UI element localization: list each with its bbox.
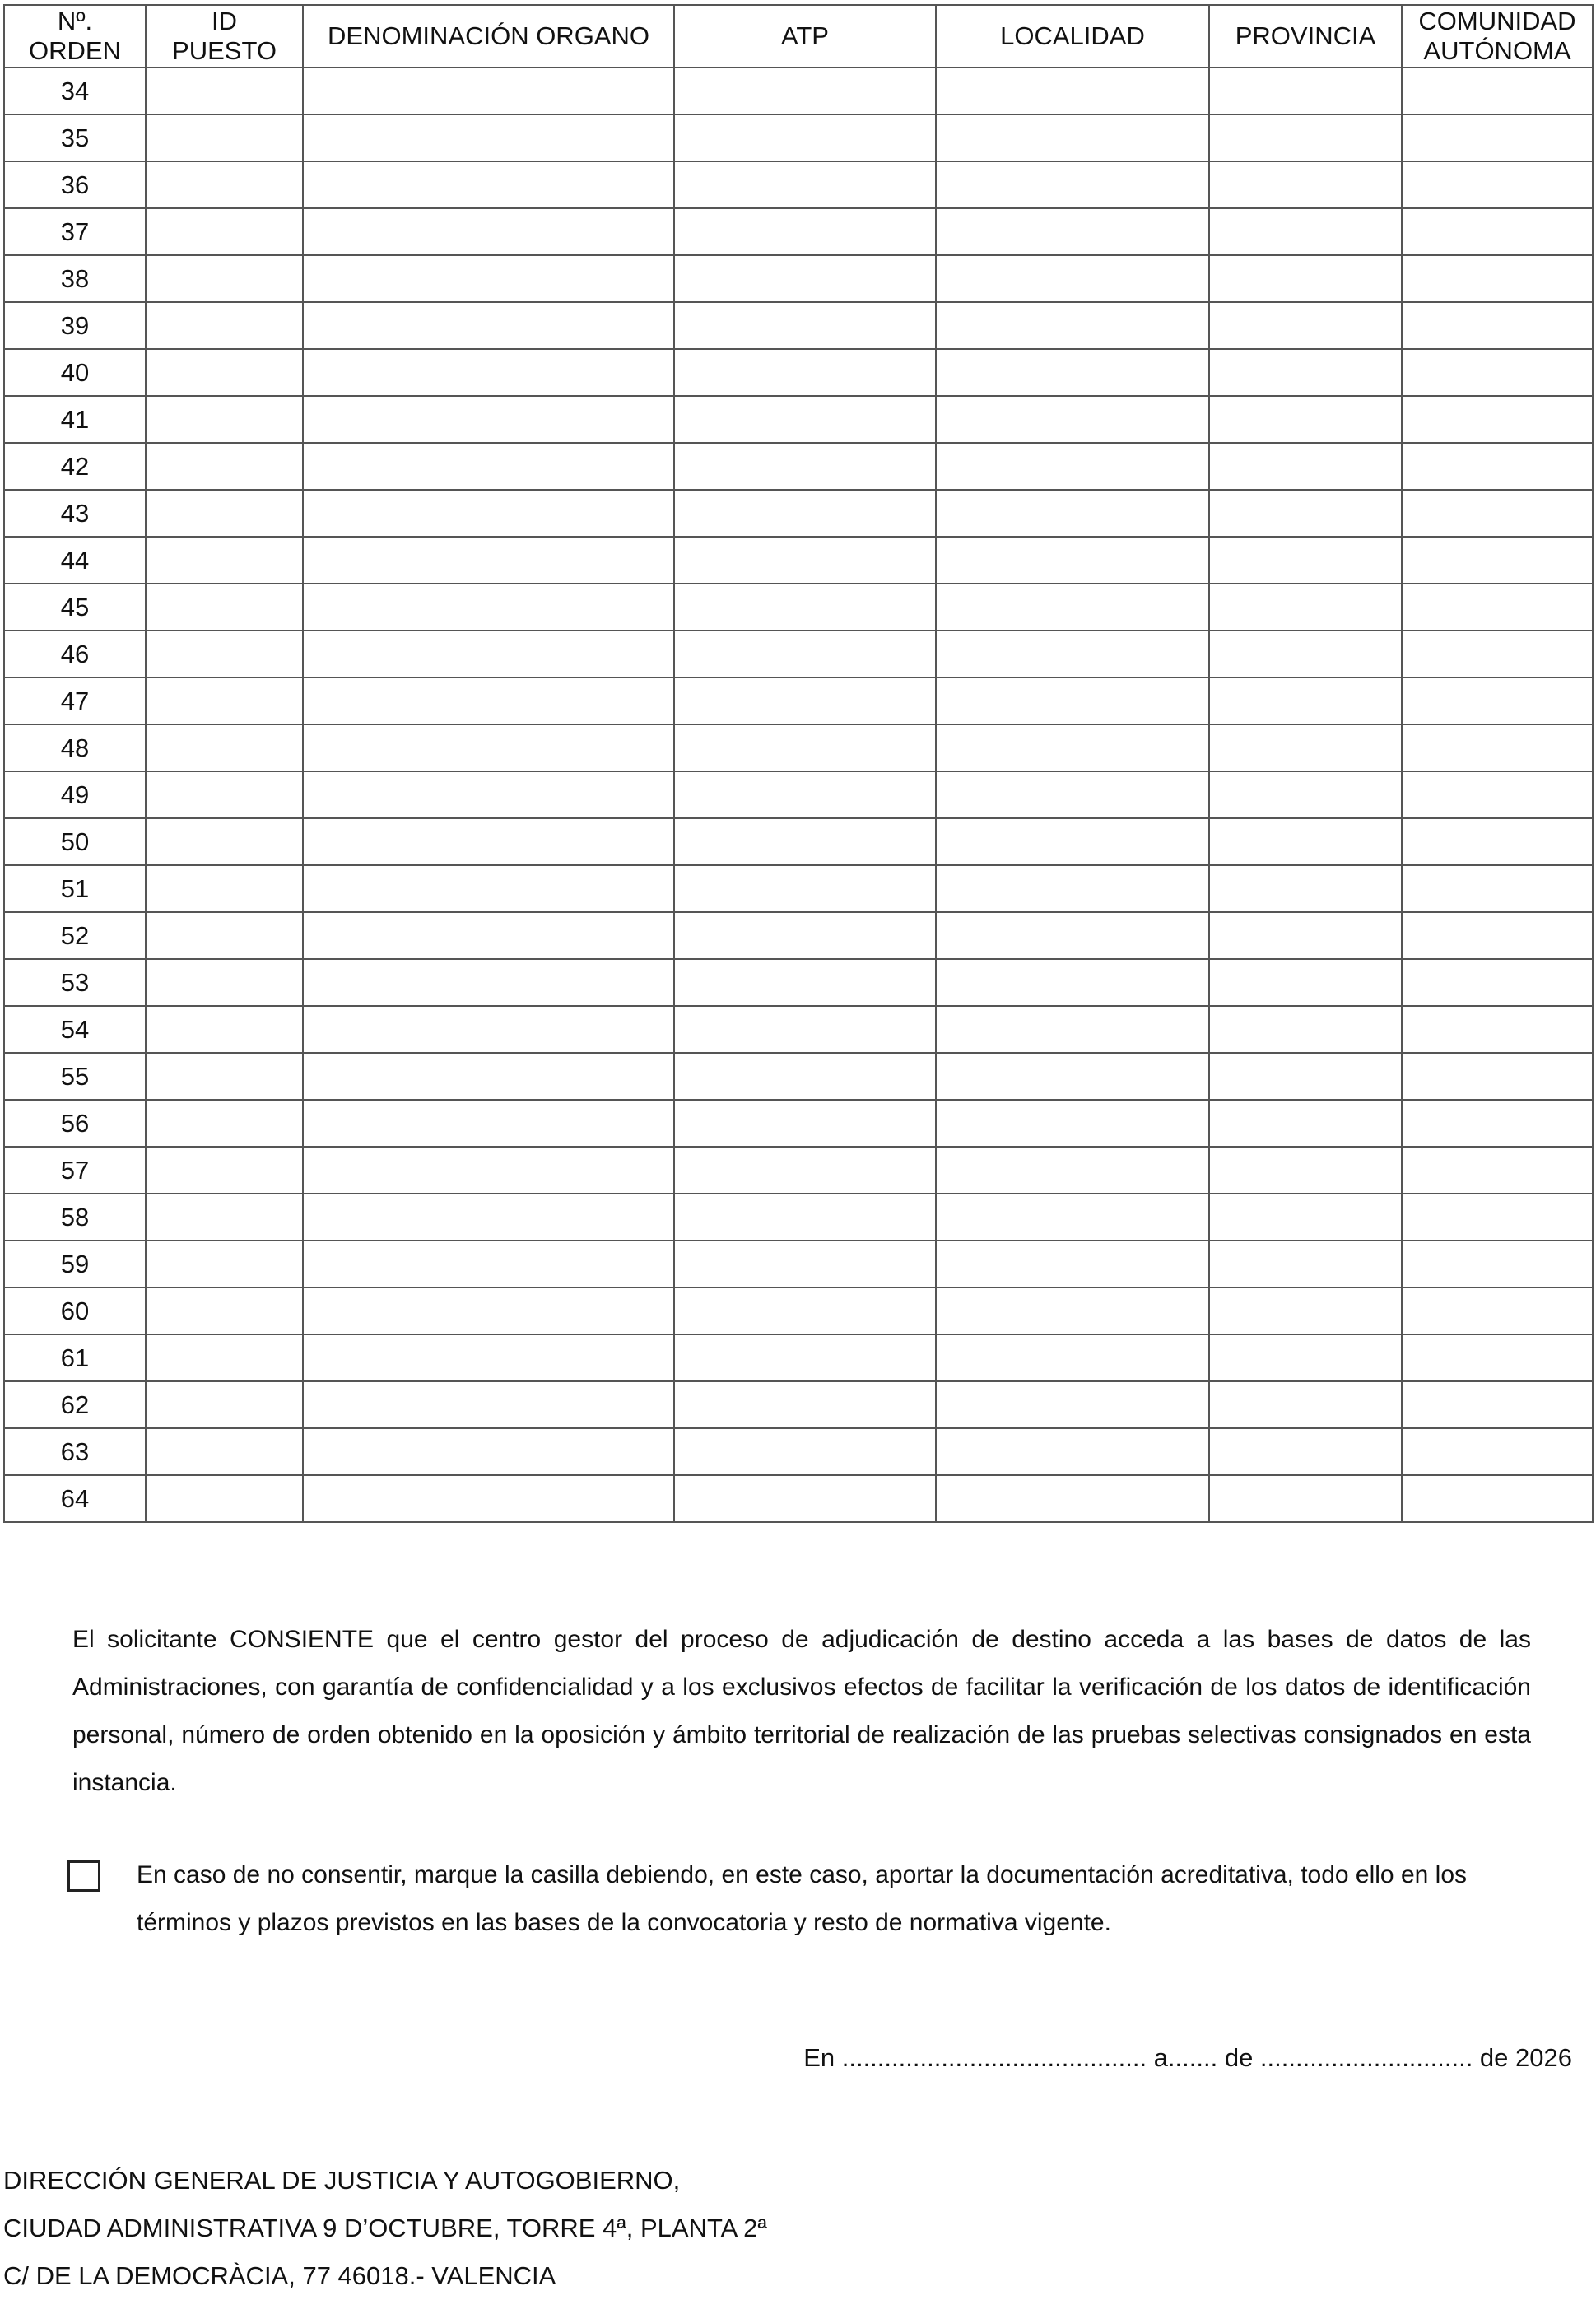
order-number-cell: 41 xyxy=(4,396,146,443)
post-id-cell[interactable] xyxy=(146,490,303,537)
atp-cell[interactable] xyxy=(674,114,936,161)
region-cell[interactable] xyxy=(1402,208,1593,255)
locality-cell[interactable] xyxy=(936,1194,1209,1241)
order-number-header xyxy=(4,5,146,68)
header-label-line: LOCALIDAD xyxy=(1000,21,1145,50)
region-cell[interactable] xyxy=(1402,1428,1593,1475)
table-row xyxy=(4,1381,1593,1428)
organ-name-cell[interactable] xyxy=(303,349,674,396)
organ-name-cell[interactable] xyxy=(303,677,674,724)
organ-name-cell[interactable] xyxy=(303,865,674,912)
region-cell[interactable] xyxy=(1402,1147,1593,1194)
province-cell[interactable] xyxy=(1209,68,1402,114)
order-number-cell: 58 xyxy=(4,1194,146,1241)
table-row xyxy=(4,349,1593,396)
province-cell[interactable] xyxy=(1209,1428,1402,1475)
order-number-cell: 57 xyxy=(4,1147,146,1194)
table-row xyxy=(4,114,1593,161)
region-cell[interactable] xyxy=(1402,161,1593,208)
header-label-line: Nº. xyxy=(57,7,93,35)
order-number-cell: 45 xyxy=(4,584,146,631)
organ-name-cell[interactable] xyxy=(303,1241,674,1287)
atp-cell[interactable] xyxy=(674,396,936,443)
post-id-cell[interactable] xyxy=(146,1147,303,1194)
locality-cell[interactable] xyxy=(936,865,1209,912)
order-number-cell: 52 xyxy=(4,912,146,959)
atp-cell[interactable] xyxy=(674,1147,936,1194)
region-cell[interactable] xyxy=(1402,302,1593,349)
address-line-1: DIRECCIÓN GENERAL DE JUSTICIA Y AUTOGOBIERNO, xyxy=(3,2166,681,2195)
order-number-cell: 63 xyxy=(4,1428,146,1475)
atp-cell[interactable] xyxy=(674,302,936,349)
province-cell[interactable] xyxy=(1209,1053,1402,1100)
order-number-cell: 47 xyxy=(4,677,146,724)
post-id-cell[interactable] xyxy=(146,396,303,443)
atp-cell[interactable] xyxy=(674,443,936,490)
locality-cell[interactable] xyxy=(936,677,1209,724)
province-cell[interactable] xyxy=(1209,255,1402,302)
post-id-cell[interactable] xyxy=(146,537,303,584)
locality-cell[interactable] xyxy=(936,1428,1209,1475)
organ-name-cell[interactable] xyxy=(303,818,674,865)
atp-cell[interactable] xyxy=(674,1334,936,1381)
atp-cell[interactable] xyxy=(674,161,936,208)
header-label-line: DENOMINACIÓN ORGANO xyxy=(328,21,649,50)
organ-name-cell[interactable] xyxy=(303,302,674,349)
region-cell[interactable] xyxy=(1402,771,1593,818)
table-row xyxy=(4,161,1593,208)
locality-cell[interactable] xyxy=(936,631,1209,677)
organ-name-cell[interactable] xyxy=(303,490,674,537)
organ-name-cell[interactable] xyxy=(303,912,674,959)
table-row xyxy=(4,396,1593,443)
table-row xyxy=(4,1006,1593,1053)
order-number-cell: 40 xyxy=(4,349,146,396)
organ-name-cell[interactable] xyxy=(303,255,674,302)
region-cell[interactable] xyxy=(1402,443,1593,490)
locality-cell[interactable] xyxy=(936,1241,1209,1287)
order-number-cell: 44 xyxy=(4,537,146,584)
order-number-cell: 36 xyxy=(4,161,146,208)
organ-name-cell[interactable] xyxy=(303,1475,674,1522)
locality-cell[interactable] xyxy=(936,208,1209,255)
address-line-2: CIUDAD ADMINISTRATIVA 9 D’OCTUBRE, TORRE 4ª, PLANTA 2ª xyxy=(3,2214,767,2242)
locality-cell[interactable] xyxy=(936,349,1209,396)
province-cell[interactable] xyxy=(1209,1381,1402,1428)
region-cell[interactable] xyxy=(1402,1287,1593,1334)
atp-cell[interactable] xyxy=(674,68,936,114)
region-cell[interactable] xyxy=(1402,1006,1593,1053)
table-row xyxy=(4,1241,1593,1287)
post-id-cell[interactable] xyxy=(146,302,303,349)
organ-name-cell[interactable] xyxy=(303,1334,674,1381)
region-cell[interactable] xyxy=(1402,959,1593,1006)
region-cell[interactable] xyxy=(1402,490,1593,537)
post-id-cell[interactable] xyxy=(146,1100,303,1147)
atp-cell[interactable] xyxy=(674,912,936,959)
province-cell[interactable] xyxy=(1209,1287,1402,1334)
locality-cell[interactable] xyxy=(936,1287,1209,1334)
province-cell[interactable] xyxy=(1209,724,1402,771)
post-id-cell[interactable] xyxy=(146,959,303,1006)
table-row xyxy=(4,959,1593,1006)
table-row xyxy=(4,865,1593,912)
organ-name-cell[interactable] xyxy=(303,161,674,208)
locality-cell[interactable] xyxy=(936,537,1209,584)
order-number-cell: 53 xyxy=(4,959,146,1006)
organ-name-cell[interactable] xyxy=(303,1053,674,1100)
table-row xyxy=(4,490,1593,537)
table-row xyxy=(4,1053,1593,1100)
order-number-cell: 55 xyxy=(4,1053,146,1100)
atp-cell[interactable] xyxy=(674,677,936,724)
province-cell[interactable] xyxy=(1209,631,1402,677)
organ-name-cell[interactable] xyxy=(303,1100,674,1147)
header-label-line: ID xyxy=(212,7,237,35)
region-cell[interactable] xyxy=(1402,1241,1593,1287)
atp-cell[interactable] xyxy=(674,255,936,302)
province-cell[interactable] xyxy=(1209,208,1402,255)
address-block xyxy=(3,2157,767,2300)
organ-name-cell[interactable] xyxy=(303,68,674,114)
header-label-line: PROVINCIA xyxy=(1235,21,1376,50)
province-cell[interactable] xyxy=(1209,490,1402,537)
post-id-cell[interactable] xyxy=(146,255,303,302)
region-cell[interactable] xyxy=(1402,68,1593,114)
table-row xyxy=(4,443,1593,490)
post-id-cell[interactable] xyxy=(146,349,303,396)
region-cell[interactable] xyxy=(1402,584,1593,631)
organ-name-cell[interactable] xyxy=(303,114,674,161)
region-cell[interactable] xyxy=(1402,724,1593,771)
organ-name-cell[interactable] xyxy=(303,1147,674,1194)
region-cell[interactable] xyxy=(1402,1475,1593,1522)
locality-cell[interactable] xyxy=(936,1100,1209,1147)
locality-cell[interactable] xyxy=(936,114,1209,161)
order-number-cell: 42 xyxy=(4,443,146,490)
province-cell[interactable] xyxy=(1209,1475,1402,1522)
atp-cell[interactable] xyxy=(674,724,936,771)
organ-name-cell[interactable] xyxy=(303,584,674,631)
province-cell[interactable] xyxy=(1209,1147,1402,1194)
post-id-header xyxy=(146,5,303,68)
locality-cell[interactable] xyxy=(936,724,1209,771)
atp-cell[interactable] xyxy=(674,1475,936,1522)
locality-cell[interactable] xyxy=(936,255,1209,302)
order-number-cell: 64 xyxy=(4,1475,146,1522)
post-id-cell[interactable] xyxy=(146,1334,303,1381)
province-cell[interactable] xyxy=(1209,912,1402,959)
atp-cell[interactable] xyxy=(674,584,936,631)
locality-header xyxy=(936,5,1209,68)
province-cell[interactable] xyxy=(1209,1006,1402,1053)
post-id-cell[interactable] xyxy=(146,1381,303,1428)
atp-cell[interactable] xyxy=(674,1428,936,1475)
locality-cell[interactable] xyxy=(936,1475,1209,1522)
order-number-cell: 46 xyxy=(4,631,146,677)
locality-cell[interactable] xyxy=(936,396,1209,443)
organ-name-cell[interactable] xyxy=(303,537,674,584)
order-number-cell: 59 xyxy=(4,1241,146,1287)
organ-name-cell[interactable] xyxy=(303,771,674,818)
region-cell[interactable] xyxy=(1402,537,1593,584)
order-number-cell: 39 xyxy=(4,302,146,349)
organ-name-cell[interactable] xyxy=(303,724,674,771)
province-cell[interactable] xyxy=(1209,584,1402,631)
table-row xyxy=(4,68,1593,114)
atp-cell[interactable] xyxy=(674,1381,936,1428)
province-cell[interactable] xyxy=(1209,959,1402,1006)
table-row xyxy=(4,818,1593,865)
region-cell[interactable] xyxy=(1402,631,1593,677)
region-cell[interactable] xyxy=(1402,349,1593,396)
order-number-cell: 50 xyxy=(4,818,146,865)
destination-preferences-table xyxy=(3,4,1594,1523)
province-cell[interactable] xyxy=(1209,1100,1402,1147)
region-cell[interactable] xyxy=(1402,1381,1593,1428)
table-row xyxy=(4,208,1593,255)
table-row xyxy=(4,1334,1593,1381)
organ-name-cell[interactable] xyxy=(303,1287,674,1334)
post-id-cell[interactable] xyxy=(146,208,303,255)
atp-cell[interactable] xyxy=(674,1287,936,1334)
organ-name-cell[interactable] xyxy=(303,208,674,255)
atp-cell[interactable] xyxy=(674,349,936,396)
region-cell[interactable] xyxy=(1402,1053,1593,1100)
table-row xyxy=(4,1287,1593,1334)
order-number-cell: 62 xyxy=(4,1381,146,1428)
locality-cell[interactable] xyxy=(936,1053,1209,1100)
province-cell[interactable] xyxy=(1209,771,1402,818)
table-row xyxy=(4,302,1593,349)
locality-cell[interactable] xyxy=(936,1334,1209,1381)
organ-name-cell[interactable] xyxy=(303,396,674,443)
province-cell[interactable] xyxy=(1209,818,1402,865)
atp-cell[interactable] xyxy=(674,537,936,584)
locality-cell[interactable] xyxy=(936,302,1209,349)
organ-name-cell[interactable] xyxy=(303,1428,674,1475)
table-body xyxy=(4,68,1593,1522)
province-cell[interactable] xyxy=(1209,677,1402,724)
atp-cell[interactable] xyxy=(674,865,936,912)
order-number-cell: 35 xyxy=(4,114,146,161)
address-line-3: C/ DE LA DEMOCRÀCIA, 77 46018.- VALENCIA xyxy=(3,2261,556,2290)
table-row xyxy=(4,677,1593,724)
post-id-cell[interactable] xyxy=(146,1428,303,1475)
region-cell[interactable] xyxy=(1402,818,1593,865)
locality-cell[interactable] xyxy=(936,443,1209,490)
locality-cell[interactable] xyxy=(936,584,1209,631)
post-id-cell[interactable] xyxy=(146,912,303,959)
province-cell[interactable] xyxy=(1209,1334,1402,1381)
consent-statement: El solicitante CONSIENTE que el centro gestor del proceso de adjudicación de destino acceda a las bases de datos de las Administraciones, con garantía de confidencialidad y a los exclusivos efectos de facilitar la verificación de los datos de identificación personal, número de orden obtenido en la oposición y ámbito territorial de realización de las pruebas selectivas consignados en esta instancia. xyxy=(72,1626,1531,1796)
locality-cell[interactable] xyxy=(936,959,1209,1006)
atp-cell[interactable] xyxy=(674,208,936,255)
locality-cell[interactable] xyxy=(936,912,1209,959)
organ-name-header xyxy=(303,5,674,68)
place-date-line: En ........................................... a....... de .............................. de 2026 xyxy=(803,2043,1572,2072)
region-cell[interactable] xyxy=(1402,114,1593,161)
organ-name-cell[interactable] xyxy=(303,631,674,677)
table-row xyxy=(4,584,1593,631)
post-id-cell[interactable] xyxy=(146,1287,303,1334)
region-cell[interactable] xyxy=(1402,677,1593,724)
region-header xyxy=(1402,5,1593,68)
table-row xyxy=(4,1194,1593,1241)
order-number-cell: 60 xyxy=(4,1287,146,1334)
locality-cell[interactable] xyxy=(936,161,1209,208)
post-id-cell[interactable] xyxy=(146,1053,303,1100)
region-cell[interactable] xyxy=(1402,865,1593,912)
province-cell[interactable] xyxy=(1209,443,1402,490)
post-id-cell[interactable] xyxy=(146,161,303,208)
region-cell[interactable] xyxy=(1402,1100,1593,1147)
province-cell[interactable] xyxy=(1209,396,1402,443)
atp-header xyxy=(674,5,936,68)
post-id-cell[interactable] xyxy=(146,584,303,631)
header-label-line: PUESTO xyxy=(172,36,277,65)
province-cell[interactable] xyxy=(1209,302,1402,349)
table-row xyxy=(4,537,1593,584)
order-number-cell: 34 xyxy=(4,68,146,114)
order-number-cell: 38 xyxy=(4,255,146,302)
order-number-cell: 56 xyxy=(4,1100,146,1147)
locality-cell[interactable] xyxy=(936,490,1209,537)
post-id-cell[interactable] xyxy=(146,724,303,771)
organ-name-cell[interactable] xyxy=(303,1194,674,1241)
province-header xyxy=(1209,5,1402,68)
table-row xyxy=(4,1475,1593,1522)
table-row xyxy=(4,631,1593,677)
region-cell[interactable] xyxy=(1402,912,1593,959)
locality-cell[interactable] xyxy=(936,771,1209,818)
header-label-line: ORDEN xyxy=(29,36,121,65)
post-id-cell[interactable] xyxy=(146,1006,303,1053)
post-id-cell[interactable] xyxy=(146,631,303,677)
post-id-cell[interactable] xyxy=(146,1475,303,1522)
province-cell[interactable] xyxy=(1209,1241,1402,1287)
table-row xyxy=(4,724,1593,771)
atp-cell[interactable] xyxy=(674,771,936,818)
atp-cell[interactable] xyxy=(674,959,936,1006)
table-row xyxy=(4,1428,1593,1475)
locality-cell[interactable] xyxy=(936,1147,1209,1194)
atp-cell[interactable] xyxy=(674,1053,936,1100)
atp-cell[interactable] xyxy=(674,1006,936,1053)
table-row xyxy=(4,1147,1593,1194)
province-cell[interactable] xyxy=(1209,349,1402,396)
region-cell[interactable] xyxy=(1402,255,1593,302)
post-id-cell[interactable] xyxy=(146,677,303,724)
post-id-cell[interactable] xyxy=(146,818,303,865)
organ-name-cell[interactable] xyxy=(303,959,674,1006)
no-consent-checkbox[interactable] xyxy=(67,1860,100,1892)
organ-name-cell[interactable] xyxy=(303,443,674,490)
region-cell[interactable] xyxy=(1402,396,1593,443)
province-cell[interactable] xyxy=(1209,114,1402,161)
order-number-cell: 51 xyxy=(4,865,146,912)
region-cell[interactable] xyxy=(1402,1334,1593,1381)
atp-cell[interactable] xyxy=(674,1194,936,1241)
post-id-cell[interactable] xyxy=(146,68,303,114)
atp-cell[interactable] xyxy=(674,818,936,865)
organ-name-cell[interactable] xyxy=(303,1006,674,1053)
region-cell[interactable] xyxy=(1402,1194,1593,1241)
locality-cell[interactable] xyxy=(936,68,1209,114)
atp-cell[interactable] xyxy=(674,631,936,677)
table-header-row xyxy=(4,5,1593,68)
atp-cell[interactable] xyxy=(674,1100,936,1147)
province-cell[interactable] xyxy=(1209,537,1402,584)
province-cell[interactable] xyxy=(1209,1194,1402,1241)
post-id-cell[interactable] xyxy=(146,771,303,818)
locality-cell[interactable] xyxy=(936,1006,1209,1053)
table-row xyxy=(4,912,1593,959)
header-label-line: AUTÓNOMA xyxy=(1423,36,1571,65)
atp-cell[interactable] xyxy=(674,1241,936,1287)
post-id-cell[interactable] xyxy=(146,443,303,490)
order-number-cell: 54 xyxy=(4,1006,146,1053)
no-consent-statement: En caso de no consentir, marque la casilla debiendo, en este caso, aportar la documentación acreditativa, todo ello en los términos y plazos previstos en las bases de la convocatoria y resto de normativa vigente. xyxy=(137,1861,1468,1936)
header-label-line: ATP xyxy=(781,21,829,50)
post-id-cell[interactable] xyxy=(146,1241,303,1287)
post-id-cell[interactable] xyxy=(146,114,303,161)
province-cell[interactable] xyxy=(1209,161,1402,208)
order-number-cell: 43 xyxy=(4,490,146,537)
order-number-cell: 48 xyxy=(4,724,146,771)
order-number-cell: 49 xyxy=(4,771,146,818)
province-cell[interactable] xyxy=(1209,865,1402,912)
locality-cell[interactable] xyxy=(936,818,1209,865)
organ-name-cell[interactable] xyxy=(303,1381,674,1428)
locality-cell[interactable] xyxy=(936,1381,1209,1428)
post-id-cell[interactable] xyxy=(146,865,303,912)
header-label-line: COMUNIDAD xyxy=(1418,7,1576,35)
order-number-cell: 61 xyxy=(4,1334,146,1381)
table-row xyxy=(4,255,1593,302)
post-id-cell[interactable] xyxy=(146,1194,303,1241)
order-number-cell: 37 xyxy=(4,208,146,255)
atp-cell[interactable] xyxy=(674,490,936,537)
table-row xyxy=(4,1100,1593,1147)
table-row xyxy=(4,771,1593,818)
